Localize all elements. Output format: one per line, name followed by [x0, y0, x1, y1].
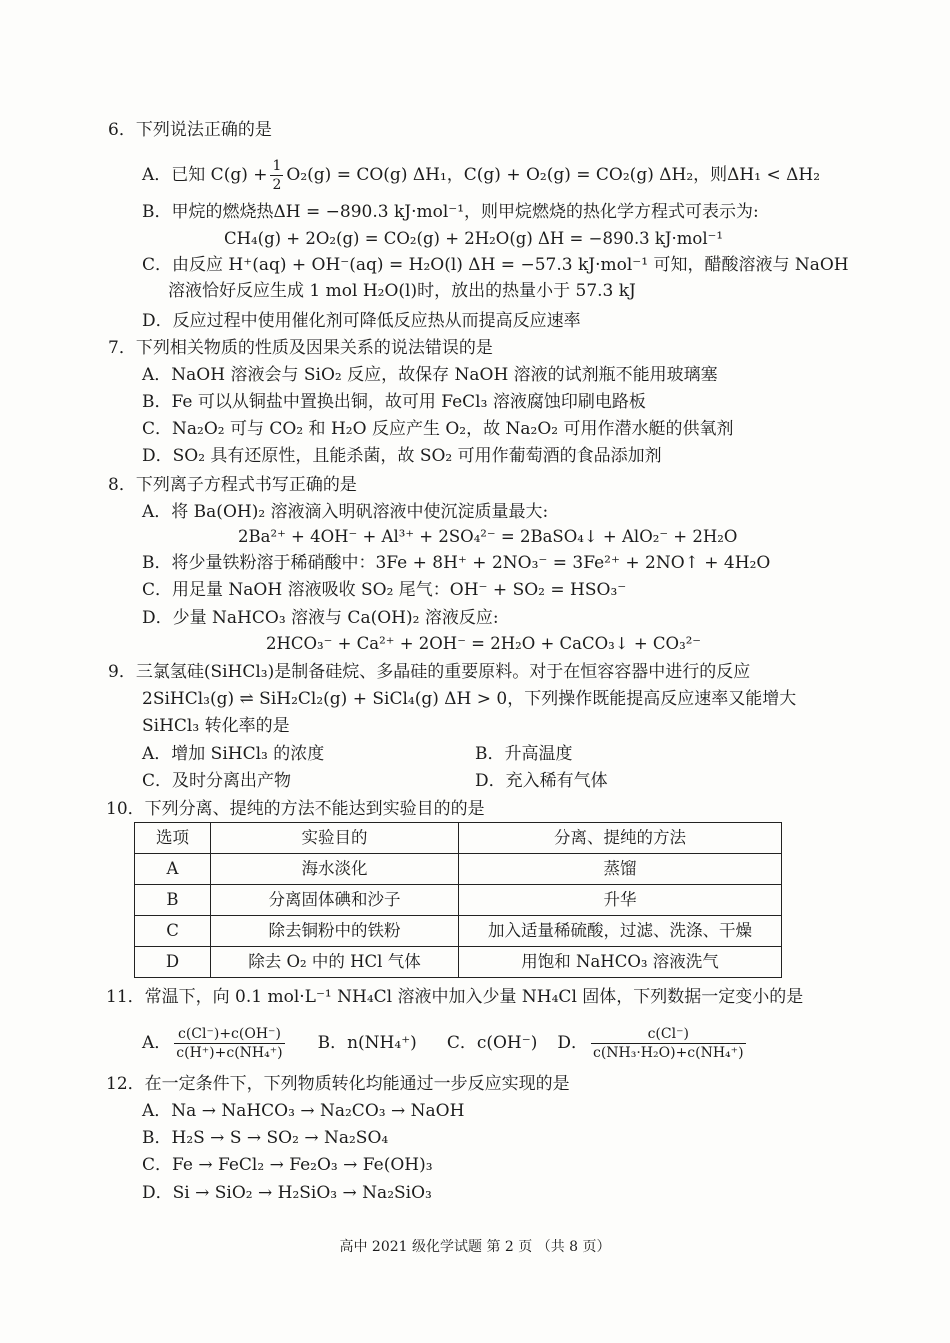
table-cell: 分离固体碘和沙子	[211, 885, 459, 916]
q12-option-b: B．H₂S → S → SO₂ → Na₂SO₄	[142, 1128, 389, 1148]
table-cell: 海水淡化	[211, 854, 459, 885]
q8-stem: 8．下列离子方程式书写正确的是	[108, 475, 357, 495]
table-header-cell: 实验目的	[211, 823, 459, 854]
q11-d-numerator: c(Cl⁻)	[591, 1025, 746, 1044]
q6-option-a	[142, 157, 820, 194]
q8-option-a: A．将 Ba(OH)₂ 溶液滴入明矾溶液中使沉淀质量最大:	[142, 502, 549, 522]
q12-stem: 12．在一定条件下，下列物质转化均能通过一步反应实现的是	[106, 1074, 570, 1094]
table-header-row	[135, 823, 782, 854]
q11-a-fraction	[174, 1025, 284, 1062]
table-header-cell: 分离、提纯的方法	[459, 823, 782, 854]
q9-option-b: B．升高温度	[475, 744, 573, 764]
table-cell: 加入适量稀硫酸，过滤、洗涤、干燥	[459, 916, 782, 947]
q7-stem: 7．下列相关物质的性质及因果关系的说法错误的是	[108, 338, 493, 358]
q6-stem: 6．下列说法正确的是	[108, 120, 272, 140]
table-cell: B	[135, 885, 211, 916]
q9-stem-line1: 9．三氯氢硅(SiHCl₃)是制备硅烷、多晶硅的重要原料。对于在恒容容器中进行的反应	[108, 662, 751, 682]
q8-option-d: D．少量 NaHCO₃ 溶液与 Ca(OH)₂ 溶液反应:	[142, 608, 499, 628]
table-cell: 除去 O₂ 中的 HCl 气体	[211, 947, 459, 978]
q6-option-d: D．反应过程中使用催化剂可降低反应热从而提高反应速率	[142, 311, 581, 331]
table-row	[135, 854, 782, 885]
half-denominator: 2	[272, 177, 282, 193]
q10-table	[134, 822, 782, 978]
q8-option-c: C．用足量 NaOH 溶液吸收 SO₂ 尾气：OH⁻ + SO₂ = HSO₃⁻	[142, 580, 627, 600]
q9-option-d: D．充入稀有气体	[475, 771, 608, 791]
table-cell: 用饱和 NaHCO₃ 溶液洗气	[459, 947, 782, 978]
q11-a-label: A．	[142, 1033, 172, 1053]
q11-a-numerator: c(Cl⁻)+c(OH⁻)	[174, 1025, 284, 1044]
q9-option-a: A．增加 SiHCl₃ 的浓度	[142, 744, 325, 764]
q11-d-fraction	[591, 1025, 746, 1062]
table-cell: A	[135, 854, 211, 885]
q7-option-a: A．NaOH 溶液会与 SiO₂ 反应，故保存 NaOH 溶液的试剂瓶不能用玻璃塞	[142, 365, 718, 385]
q10-stem: 10．下列分离、提纯的方法不能达到实验目的的是	[106, 799, 485, 819]
q7-option-c: C．Na₂O₂ 可与 CO₂ 和 H₂O 反应产生 O₂，故 Na₂O₂ 可用作潜水艇的供氧剂	[142, 419, 734, 439]
q11-d-denominator: c(NH₃·H₂O)+c(NH₄⁺)	[592, 1045, 744, 1061]
q8-option-d-equation: 2HCO₃⁻ + Ca²⁺ + 2OH⁻ = 2H₂O + CaCO₃↓ + CO₃²⁻	[266, 634, 702, 653]
table-cell: C	[135, 916, 211, 947]
q11-option-b: B．n(NH₄⁺)	[317, 1033, 417, 1053]
q11-stem: 11．常温下，向 0.1 mol·L⁻¹ NH₄Cl 溶液中加入少量 NH₄Cl 固体，下列数据一定变小的是	[106, 987, 804, 1007]
q11-a-denominator: c(H⁺)+c(NH₄⁺)	[176, 1045, 283, 1061]
q6-a-rest: O₂(g) = CO(g) ΔH₁，C(g) + O₂(g) = CO₂(g) ΔH₂，则ΔH₁ < ΔH₂	[286, 165, 821, 185]
q8-option-a-equation: 2Ba²⁺ + 4OH⁻ + Al³⁺ + 2SO₄²⁻ = 2BaSO₄↓ + AlO₂⁻ + 2H₂O	[238, 527, 738, 546]
q11-d-label: D．	[557, 1033, 588, 1053]
table-header-cell: 选项	[135, 823, 211, 854]
q9-stem-line2: 2SiHCl₃(g) ⇌ SiH₂Cl₂(g) + SiCl₄(g) ΔH > 0，下列操作既能提高反应速率又能增大	[142, 689, 797, 709]
table-row	[135, 885, 782, 916]
q9-stem-line3: SiHCl₃ 转化率的是	[142, 716, 290, 736]
q7-option-b: B．Fe 可以从铜盐中置换出铜，故可用 FeCl₃ 溶液腐蚀印刷电路板	[142, 392, 646, 412]
half-fraction	[270, 157, 283, 194]
q6-option-c: C．由反应 H⁺(aq) + OH⁻(aq) = H₂O(l) ΔH = −57.3 kJ·mol⁻¹ 可知，醋酸溶液与 NaOH	[142, 255, 849, 275]
table-cell: 除去铜粉中的铁粉	[211, 916, 459, 947]
q8-option-b: B．将少量铁粉溶于稀硝酸中：3Fe + 8H⁺ + 2NO₃⁻ = 3Fe²⁺ + 2NO↑ + 4H₂O	[142, 553, 771, 573]
q6-a-prefix: A．已知 C(g) +	[142, 165, 268, 185]
q7-option-d: D．SO₂ 具有还原性，且能杀菌，故 SO₂ 可用作葡萄酒的食品添加剂	[142, 446, 662, 466]
table-cell: D	[135, 947, 211, 978]
q6-option-b: B．甲烷的燃烧热ΔH = −890.3 kJ·mol⁻¹，则甲烷燃烧的热化学方程式可表示为:	[142, 202, 759, 222]
q12-option-c: C．Fe → FeCl₂ → Fe₂O₃ → Fe(OH)₃	[142, 1155, 433, 1175]
table-cell: 蒸馏	[459, 854, 782, 885]
q12-option-a: A．Na → NaHCO₃ → Na₂CO₃ → NaOH	[142, 1101, 465, 1121]
q11-option-c: C．c(OH⁻)	[446, 1033, 538, 1053]
q6-option-b-equation: CH₄(g) + 2O₂(g) = CO₂(g) + 2H₂O(g) ΔH = −890.3 kJ·mol⁻¹	[224, 229, 723, 248]
q11-options	[142, 1025, 749, 1062]
q6-option-c-cont: 溶液恰好反应生成 1 mol H₂O(l)时，放出的热量小于 57.3 kJ	[168, 281, 636, 301]
half-numerator: 1	[272, 158, 282, 174]
q12-option-d: D．Si → SiO₂ → H₂SiO₃ → Na₂SiO₃	[142, 1183, 432, 1203]
page-footer: 高中 2021 级化学试题 第 2 页 （共 8 页）	[339, 1239, 611, 1255]
table-cell: 升华	[459, 885, 782, 916]
q9-option-c: C．及时分离出产物	[142, 771, 292, 791]
table-row	[135, 947, 782, 978]
table-row	[135, 916, 782, 947]
